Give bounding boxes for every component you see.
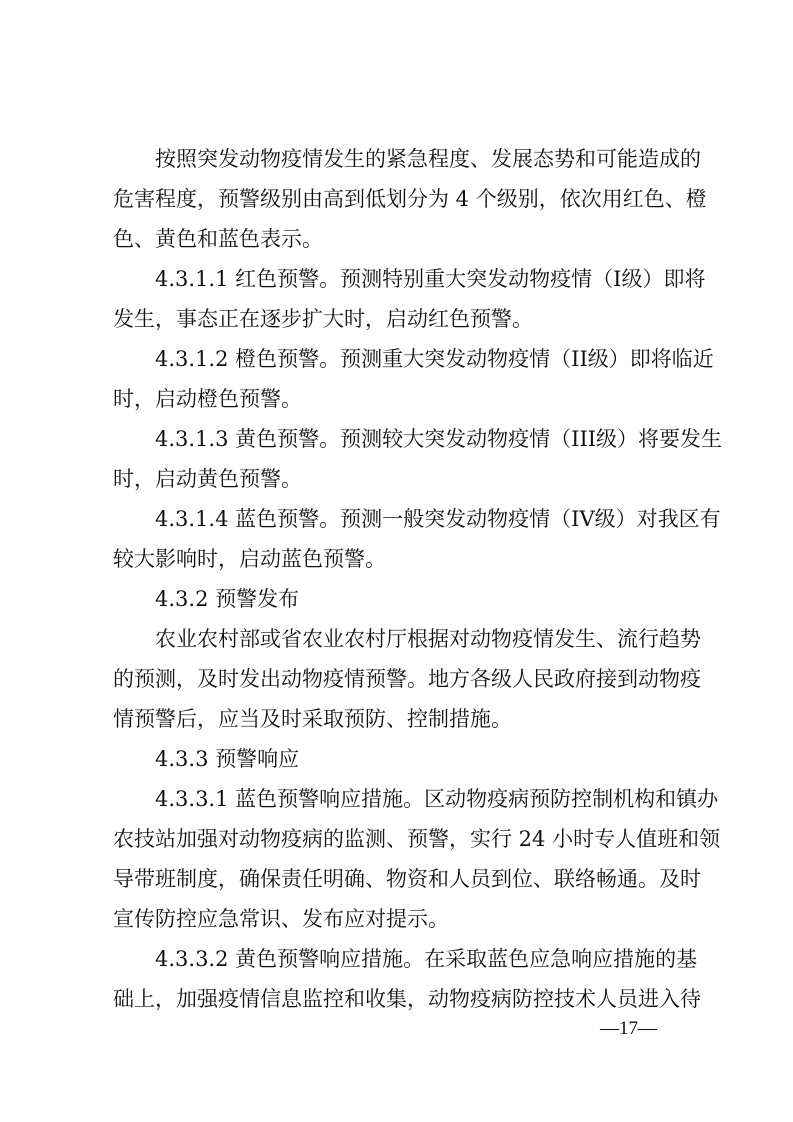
paragraph-line: 导带班制度，确保责任明确、物资和人员到位、联络畅通。及时 [113,867,701,891]
paragraph-line: 4.3.1.3 黄色预警。预测较大突发动物疫情（III级）将要发生 [155,427,723,451]
section-heading: 4.3.2 预警发布 [155,587,300,611]
paragraph-line: 较大影响时，启动蓝色预警。 [113,547,386,571]
paragraph-line: 4.3.3.2 黄色预警响应措施。在采取蓝色应急响应措施的基 [155,947,698,971]
paragraph-line: 发生，事态正在逐步扩大时，启动红色预警。 [113,307,533,331]
paragraph-line: 按照突发动物疫情发生的紧急程度、发展态势和可能造成的 [155,147,701,171]
paragraph-line: 农业农村部或省农业农村厅根据对动物疫情发生、流行趋势 [155,627,701,651]
paragraph-line: 础上，加强疫情信息监控和收集，动物疫病防控技术人员进入待 [113,987,701,1011]
paragraph-line: 时，启动橙色预警。 [113,387,302,411]
page-number: —17— [600,1018,657,1039]
paragraph-line: 的预测，及时发出动物疫情预警。地方各级人民政府接到动物疫 [113,667,701,691]
paragraph-line: 农技站加强对动物疫病的监测、预警，实行 24 小时专人值班和领 [113,827,721,851]
paragraph-line: 色、黄色和蓝色表示。 [113,227,323,251]
paragraph-line: 4.3.1.1 红色预警。预测特别重大突发动物疫情（I级）即将 [155,267,706,291]
paragraph-line: 宣传防控应急常识、发布应对提示。 [113,907,449,931]
paragraph-line: 4.3.1.2 橙色预警。预测重大突发动物疫情（II级）即将临近 [155,347,714,371]
paragraph-line: 时，启动黄色预警。 [113,467,302,491]
paragraph-line: 4.3.3.1 蓝色预警响应措施。区动物疫病预防控制机构和镇办 [155,787,719,811]
paragraph-line: 危害程度，预警级别由高到低划分为 4 个级别，依次用红色、橙 [113,187,707,211]
paragraph-line: 4.3.1.4 蓝色预警。预测一般突发动物疫情（IV级）对我区有 [155,507,721,531]
paragraph-line: 情预警后，应当及时采取预防、控制措施。 [113,707,512,731]
section-heading: 4.3.3 预警响应 [155,747,300,771]
